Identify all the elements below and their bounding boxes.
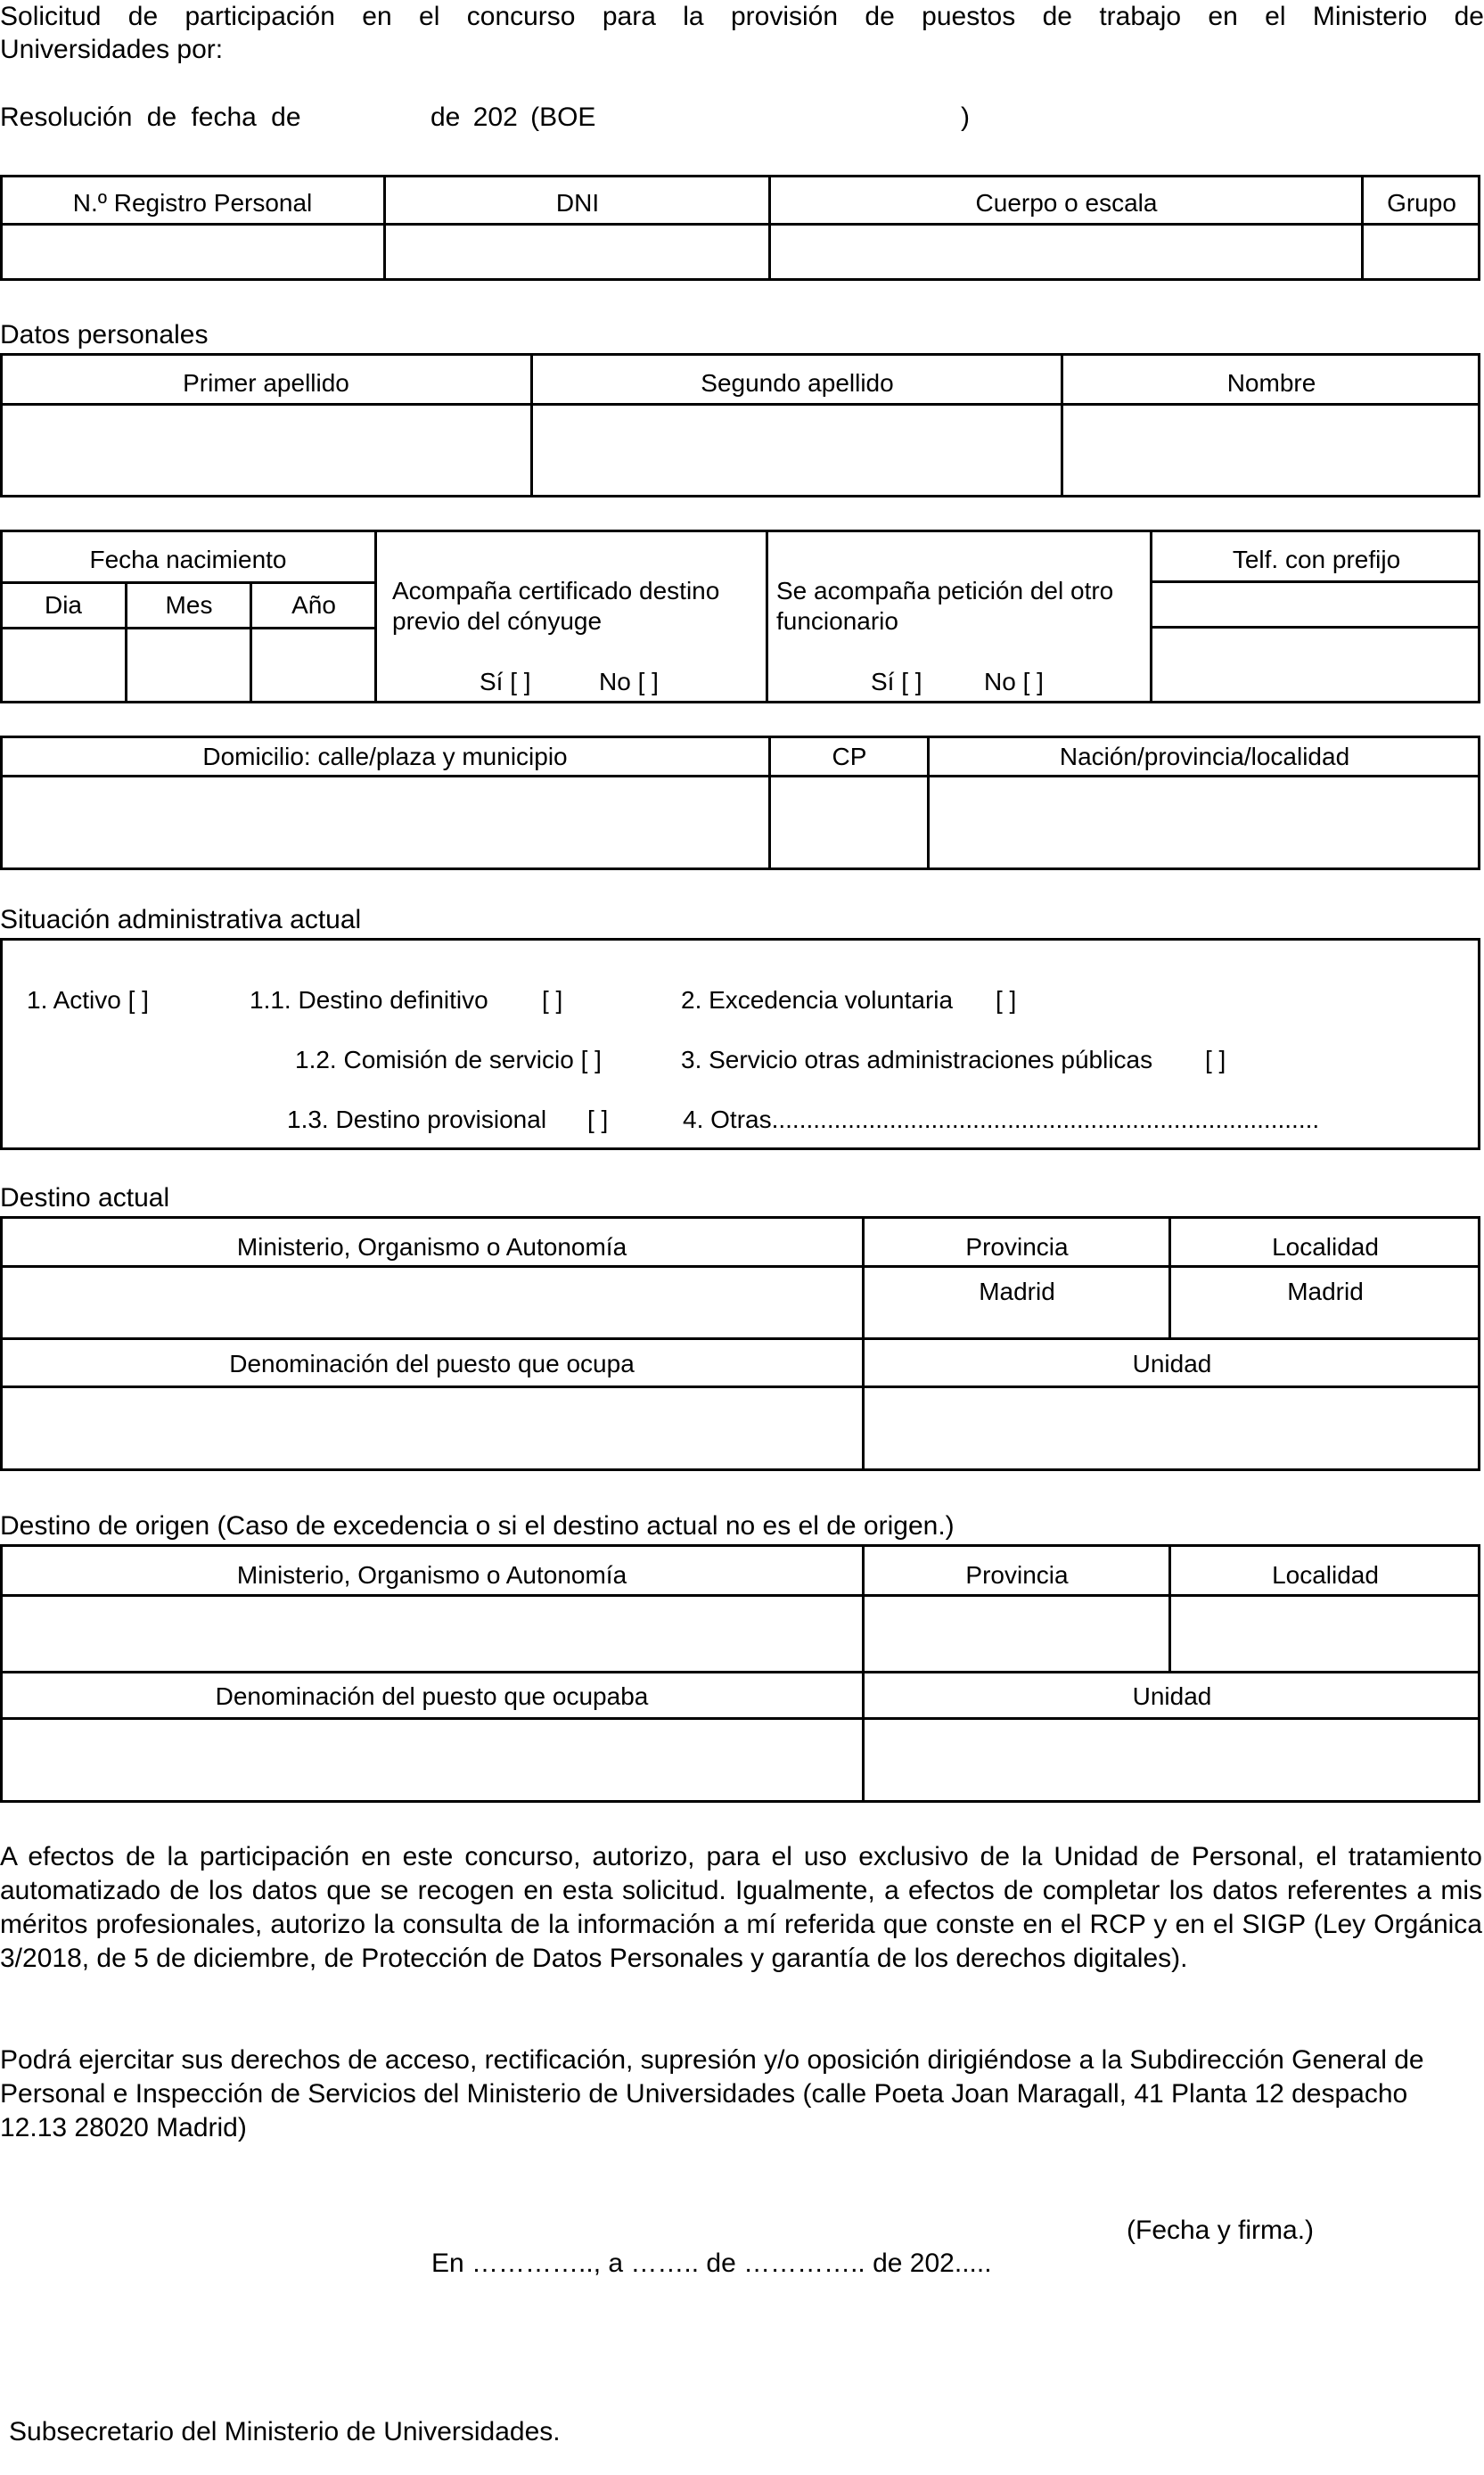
active-checkbox[interactable]: 1. Activo [ ] xyxy=(27,986,149,1014)
current-province-value[interactable]: Madrid xyxy=(979,1278,1055,1305)
second-surname-field[interactable] xyxy=(533,406,1061,495)
current-unit-field[interactable] xyxy=(865,1388,1478,1468)
origin-province-header: Provincia xyxy=(965,1561,1069,1589)
date-signature-label: (Fecha y firma.) xyxy=(1127,2216,1315,2245)
current-unit-header: Unidad xyxy=(1132,1350,1212,1377)
grupo-field[interactable] xyxy=(1364,226,1478,278)
resolution-label: Resolución de fecha de xyxy=(0,103,301,132)
current-locality-value[interactable]: Madrid xyxy=(1287,1278,1364,1305)
addressee: Subsecretario del Ministerio de Universidades. xyxy=(9,2417,561,2446)
spouse-no-checkbox[interactable]: No [ ] xyxy=(599,668,659,695)
current-post-name-header: Denominación del puesto que ocupa xyxy=(229,1350,635,1377)
name-field[interactable] xyxy=(1063,406,1478,495)
origin-ministry-field[interactable] xyxy=(3,1597,862,1671)
phone-label: Telf. con prefijo xyxy=(1232,546,1401,573)
current-province-header: Provincia xyxy=(965,1233,1069,1261)
voluntary-leave-checkbox[interactable]: [ ] xyxy=(996,986,1017,1014)
birth-year-header: Año xyxy=(291,591,336,619)
nation-header: Nación/provincia/localidad xyxy=(1059,743,1350,770)
first-surname-field[interactable] xyxy=(3,406,530,495)
origin-post-title: Destino de origen (Caso de excedencia o si el destino actual no es el de origen.) xyxy=(0,1511,955,1541)
petition-label: Se acompaña petición del otro funcionario xyxy=(776,577,1114,635)
birth-date-label: Fecha nacimiento xyxy=(89,546,287,573)
postal-code-field[interactable] xyxy=(771,777,927,867)
birth-month-field[interactable] xyxy=(127,629,250,701)
address-field[interactable] xyxy=(3,777,768,867)
petition-no-checkbox[interactable]: No [ ] xyxy=(984,668,1044,695)
dni-field[interactable] xyxy=(386,226,768,278)
origin-unit-field[interactable] xyxy=(865,1720,1478,1800)
definitive-post-checkbox[interactable]: [ ] xyxy=(542,986,563,1014)
intro-text xyxy=(0,0,1484,34)
others-option[interactable]: 4. Otras............................................................................... xyxy=(683,1106,1320,1133)
other-admin-option[interactable]: 3. Servicio otras administraciones públicas xyxy=(681,1046,1153,1073)
current-post-name-field[interactable] xyxy=(3,1388,862,1468)
id-header-grupo: Grupo xyxy=(1387,189,1456,217)
origin-locality-header: Localidad xyxy=(1272,1561,1379,1589)
phone-field[interactable] xyxy=(1152,629,1478,701)
origin-unit-header: Unidad xyxy=(1132,1682,1212,1710)
current-locality-header: Localidad xyxy=(1272,1233,1379,1261)
spouse-yes-checkbox[interactable]: Sí [ ] xyxy=(480,668,531,695)
resolution-year: de 202 (BOE xyxy=(430,103,596,132)
registro-field[interactable] xyxy=(3,226,383,278)
birth-year-field[interactable] xyxy=(252,629,374,701)
origin-province-field[interactable] xyxy=(865,1597,1168,1671)
other-admin-checkbox[interactable]: [ ] xyxy=(1205,1046,1226,1073)
petition-yes-checkbox[interactable]: Sí [ ] xyxy=(871,668,922,695)
id-header-dni: DNI xyxy=(555,189,600,217)
commission-checkbox[interactable]: 1.2. Comisión de servicio [ ] xyxy=(295,1046,602,1073)
birth-day-header: Dia xyxy=(44,591,82,619)
voluntary-leave-option[interactable]: 2. Excedencia voluntaria xyxy=(681,986,954,1014)
intro-line-1: Solicitud de participación en el concurso para la provisión de puestos de trabajo en el Ministerio de xyxy=(0,2,1484,31)
id-header-registro: N.º Registro Personal xyxy=(72,189,313,217)
birth-month-header: Mes xyxy=(165,591,213,619)
origin-ministry-header: Ministerio, Organismo o Autonomía xyxy=(236,1561,627,1589)
provisional-post-option[interactable]: 1.3. Destino provisional xyxy=(287,1106,547,1133)
address-header: Domicilio: calle/plaza y municipio xyxy=(202,743,568,770)
nation-field[interactable] xyxy=(930,777,1478,867)
origin-locality-field[interactable] xyxy=(1171,1597,1478,1671)
current-post-title: Destino actual xyxy=(0,1183,170,1213)
provisional-post-checkbox[interactable]: [ ] xyxy=(587,1106,609,1133)
spouse-certificate-label: Acompaña certificado destino previo del cónyuge xyxy=(392,577,720,635)
origin-post-name-field[interactable] xyxy=(3,1720,862,1800)
postal-code-header: CP xyxy=(832,743,867,770)
definitive-post-option[interactable]: 1.1. Destino definitivo xyxy=(250,986,488,1014)
admin-status-title: Situación administrativa actual xyxy=(0,905,362,934)
resolution-close: ) xyxy=(961,103,970,132)
current-ministry-field[interactable] xyxy=(3,1268,862,1337)
second-surname-header: Segundo apellido xyxy=(701,369,894,397)
cuerpo-field[interactable] xyxy=(771,226,1361,278)
current-ministry-header: Ministerio, Organismo o Autonomía xyxy=(236,1233,627,1261)
origin-post-name-header: Denominación del puesto que ocupaba xyxy=(215,1682,649,1710)
first-surname-header: Primer apellido xyxy=(183,369,349,397)
place-date-line: En ………….., a …….. de ………….. de 202..... xyxy=(431,2249,992,2278)
name-header: Nombre xyxy=(1226,369,1316,397)
id-header-cuerpo: Cuerpo o escala xyxy=(975,189,1158,217)
personal-title: Datos personales xyxy=(0,320,209,349)
data-consent-paragraph: A efectos de la participación en este concurso, autorizo, para el uso exclusivo de la Unidad de Personal, el tratamiento automatizado de los datos que se recogen en esta solicitud. Igualmente, a efectos de completar los datos referentes a mis méritos profesionales, autorizo la consulta de la información a mí referida que conste en el RCP y en el SIGP (Ley Orgánica 3/2018, de 5 de diciembre, de Protección de Datos Personales y garantía de los derechos digitales). xyxy=(0,1842,1482,1973)
birth-day-field[interactable] xyxy=(3,629,125,701)
intro-line-2: Universidades por: xyxy=(0,35,224,64)
rights-paragraph: Podrá ejercitar sus derechos de acceso, rectificación, supresión y/o oposición dirigiéndose a la Subdirección General de Personal e Inspección de Servicios del Ministerio de Universidades (calle Poeta Joan Maragall, 41 Planta 12 despacho 12.13 28020 Madrid) xyxy=(0,2045,1424,2142)
